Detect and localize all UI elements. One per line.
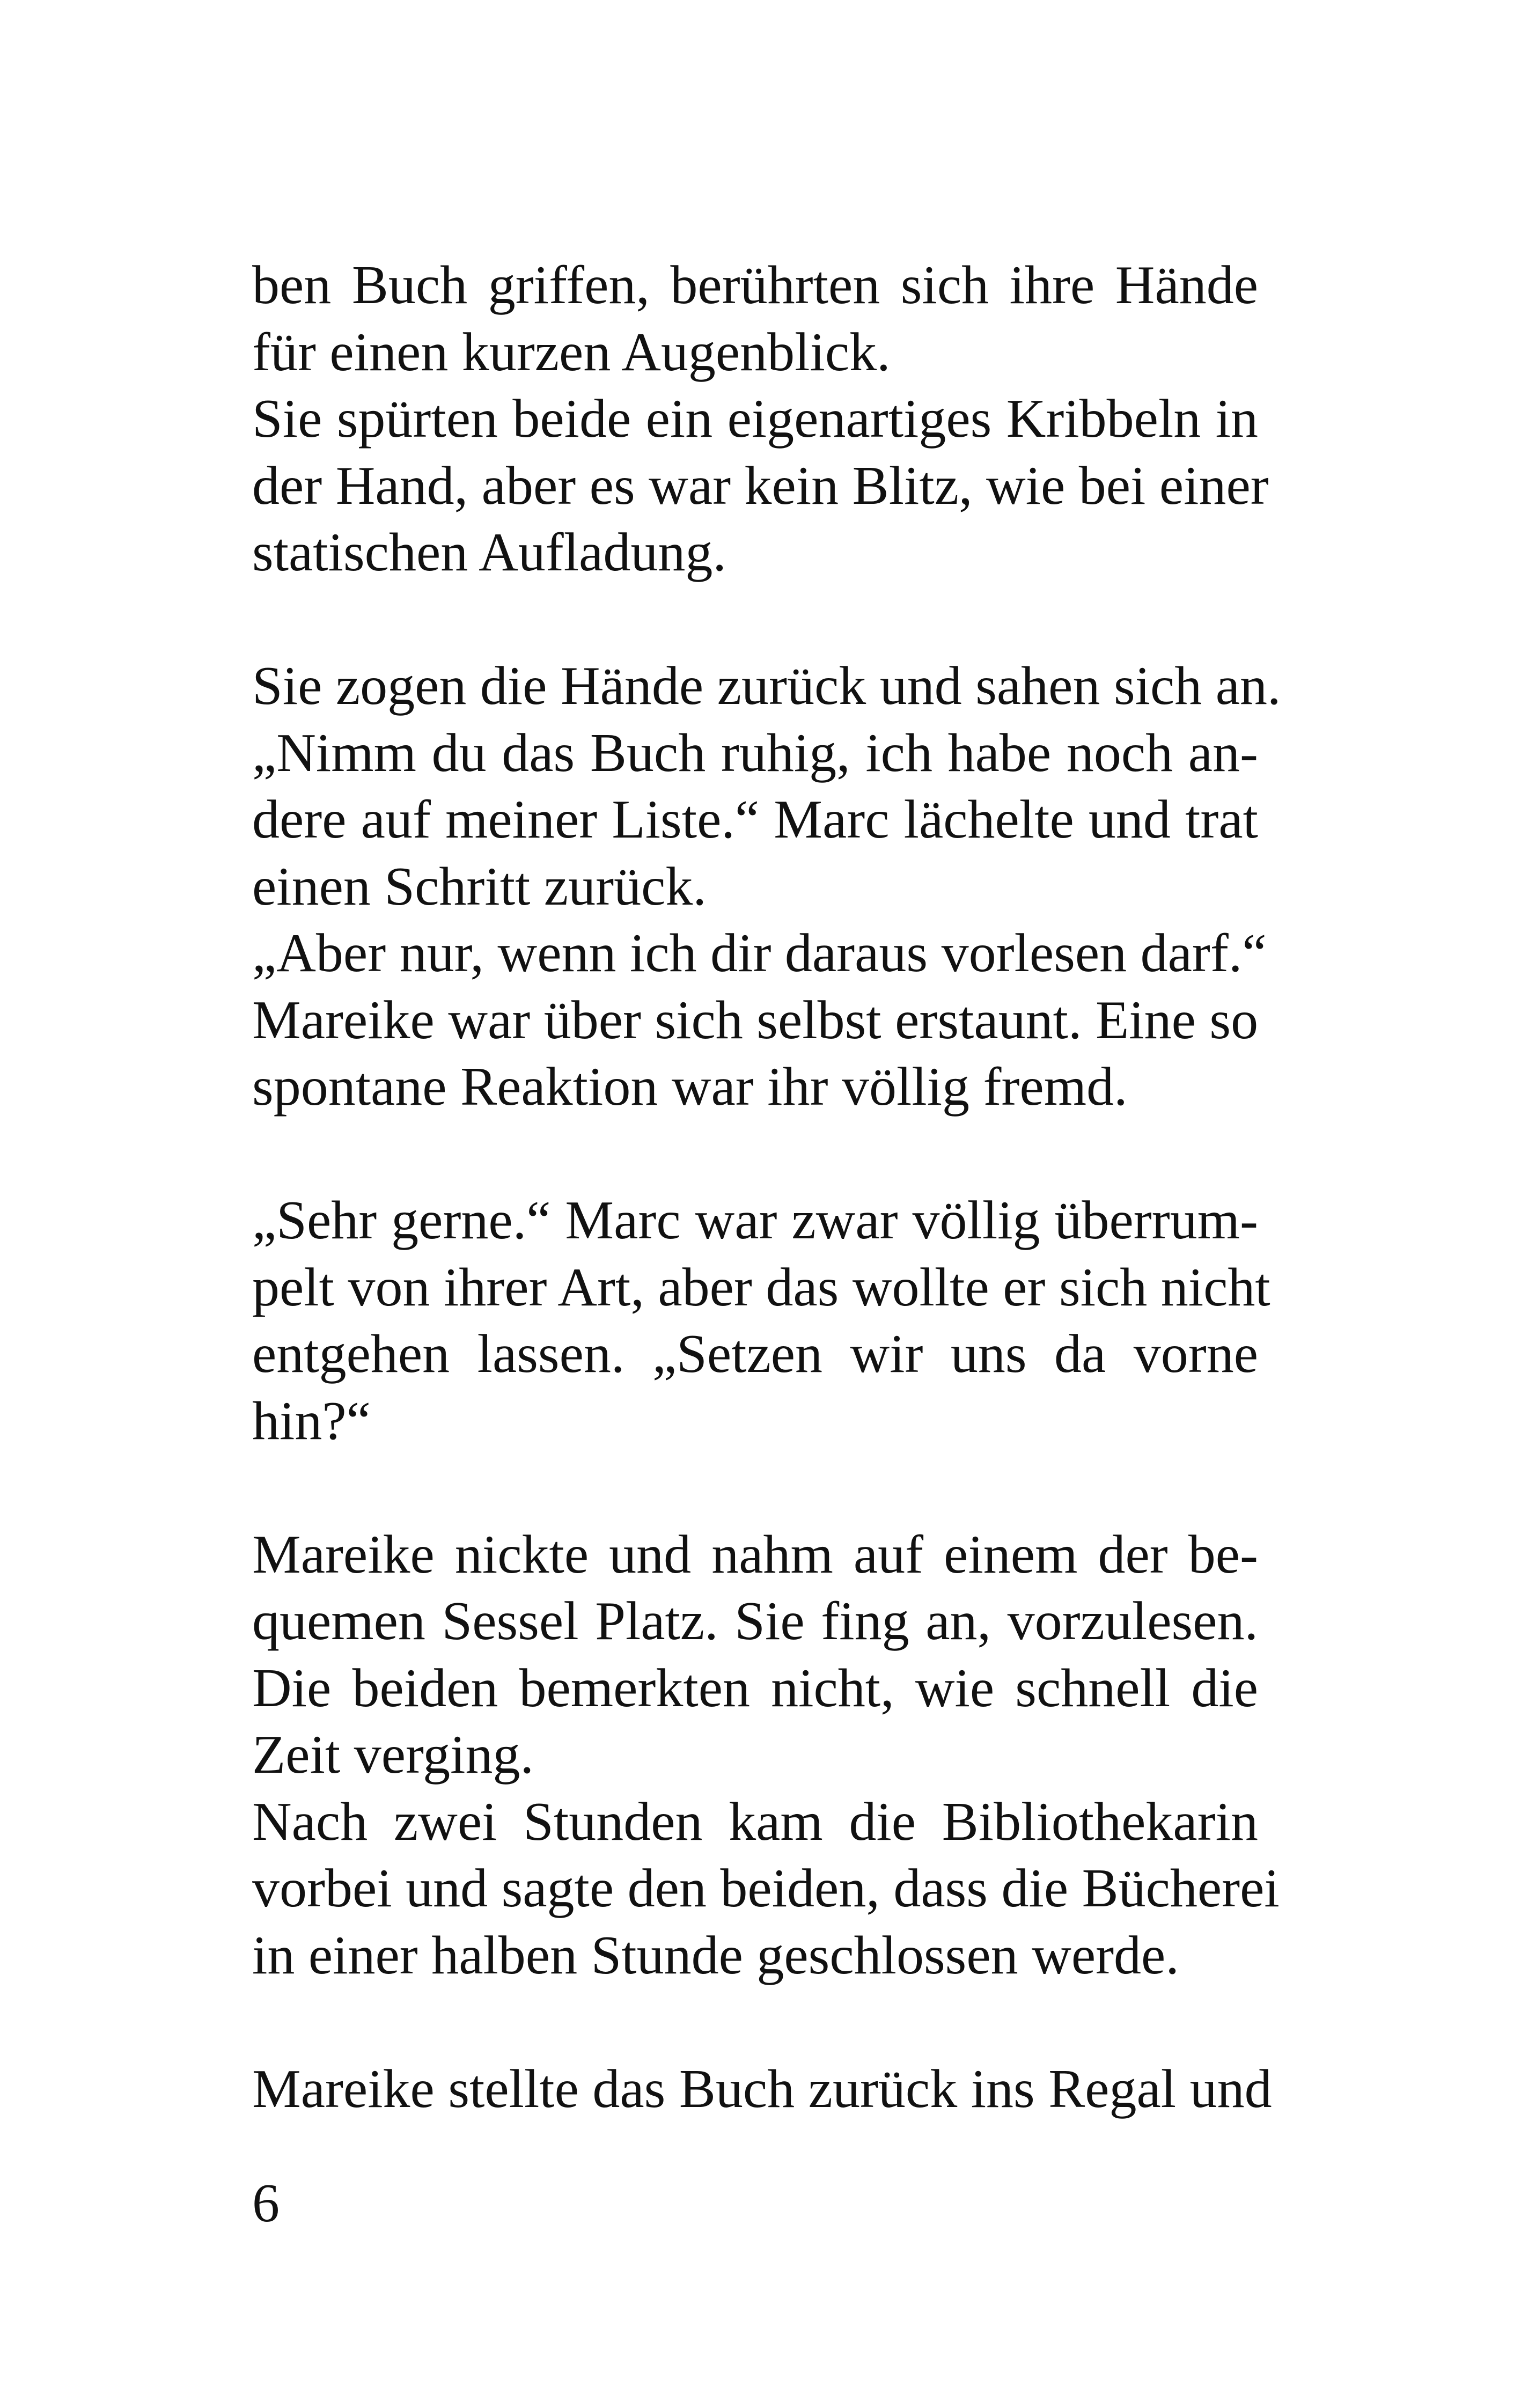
text-line: Mareike nickte und nahm auf einem der be- [252, 1524, 1258, 1585]
paragraph-gap [252, 586, 1258, 654]
page-number: 6 [252, 2173, 280, 2234]
text-line: „Sehr gerne.“ Marc war zwar völlig überrum- [252, 1190, 1258, 1251]
text-line: statischen Aufladung. [252, 522, 726, 583]
text-line: der Hand, aber es war kein Blitz, wie bei einer [252, 455, 1269, 516]
paragraph-gap [252, 1455, 1258, 1522]
text-line: Sie zogen die Hände zurück und sahen sich an. [252, 656, 1281, 716]
paragraph-gap [252, 1121, 1258, 1188]
text-line: spontane Reaktion war ihr völlig fremd. [252, 1056, 1128, 1117]
text-line: pelt von ihrer Art, aber das wollte er sich nicht [252, 1257, 1270, 1318]
text-line: Sie spürten beide ein eigenartiges Kribbeln in [252, 388, 1258, 449]
text-line: ben Buch griffen, berührten sich ihre Hände [252, 255, 1258, 315]
text-line: quemen Sessel Platz. Sie fing an, vorzulesen. [252, 1591, 1258, 1651]
text-line: hin?“ [252, 1390, 371, 1451]
body-text [252, 252, 1281, 2123]
text-line: „Aber nur, wenn ich dir daraus vorlesen darf.“ [252, 923, 1267, 983]
paragraph-gap [252, 1989, 1258, 2056]
text-line: für einen kurzen Augenblick. [252, 321, 891, 383]
text-line: entgehen lassen. „Setzen wir uns da vorne [252, 1324, 1258, 1384]
text-line: „Nimm du das Buch ruhig, ich habe noch an- [252, 722, 1258, 783]
text-line: Mareike war über sich selbst erstaunt. Eine so [252, 989, 1259, 1051]
text-line: dere auf meiner Liste.“ Marc lächelte und trat [252, 789, 1258, 850]
text-line: einen Schritt zurück. [252, 856, 707, 917]
text-line: Zeit verging. [252, 1724, 534, 1785]
text-line: Mareike stellte das Buch zurück ins Regal und [252, 2058, 1272, 2119]
text-line: in einer halben Stunde geschlossen werde. [252, 1925, 1179, 1986]
text-line: Die beiden bemerkten nicht, wie schnell die [252, 1657, 1258, 1719]
text-line: vorbei und sagte den beiden, dass die Bücherei [252, 1858, 1280, 1919]
text-line: Nach zwei Stunden kam die Bibliothekarin [252, 1791, 1258, 1852]
